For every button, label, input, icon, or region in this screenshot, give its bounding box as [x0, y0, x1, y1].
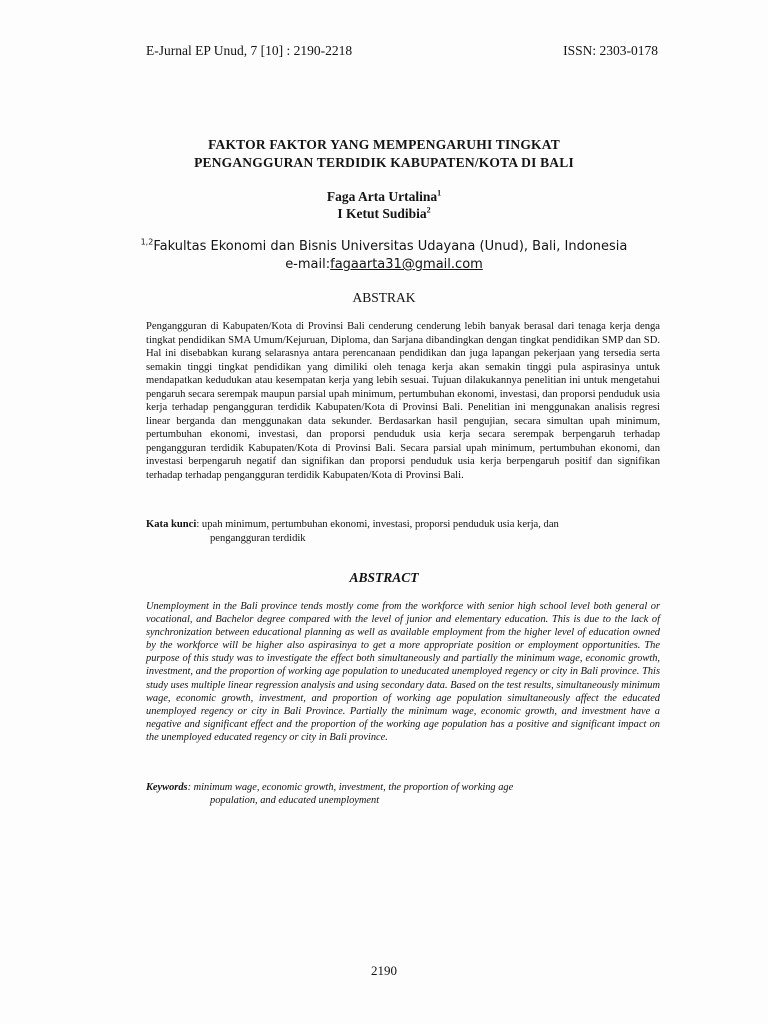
- abstrak-body: Pengangguran di Kabupaten/Kota di Provinsi Bali cenderung cenderung lebih banyak berasal dari tenaga kerja denga tingkat pendidikan SMA Umum/Kejuruan, Diploma, dan Sarjana dibandingkan dengan tingkat pendidikan SMP dan SD. Hal ini disebabkan kurang selarasnya antara perencanaan pendidikan dan juga lapangan pekerjaan yang tersedia serta semakin tinggi tingkat pendidikan yang dimiliki oleh tenaga kerja akan semakin tinggi pula aspirasinya untuk mendapatkan kedudukan atau kesempatan kerja yang lebih sesuai. Tujuan dilakukannya penelitian ini untuk mengetahui pengaruh secara serempak maupun parsial upah minimum, pertumbuhan ekonomi, investasi, dan proporsi penduduk usia kerja terhadap pengangguran terdidik Kabupaten/Kota di Provinsi Bali. Penelitian ini menggunakan analisis regresi linear berganda dan menggunakan data sekunder. Berdasarkan hasil pengujian, secara simultan upah minimum, pertumbuhan ekonomi, investasi, dan proporsi penduduk usia kerja secara serempak berpengaruh terhadap pengangguran terdidik Kabupaten/Kota di Provinsi Bali. Secara parsial upah minimum, pertumbuhan ekonomi, dan investasi berpengaruh negatif dan signifikan dan proporsi penduduk usia kerja berpengaruh positif dan signifikan terhadap terhadap pengangguran terdidik Kabupaten/Kota di Provinsi Bali.: [146, 321, 660, 482]
- abstract-heading: ABSTRACT: [349, 570, 419, 585]
- abstract-keywords-label: Keywords: [146, 782, 188, 793]
- email-line: [0, 257, 768, 272]
- affiliation-sup: 1,2: [140, 237, 154, 247]
- abstract-keywords: [146, 781, 660, 807]
- abstract-body: Unemployment in the Bali province tends mostly come from the workforce with senior high school level both general or vocational, and Bachelor degree compared with the level of junior and elementary education. This is due to the lack of synchronization between educational planning as well as available employment from the higher level of education owned by the workforce will be higher also aspirasinya to get a more appropriate position or employment opportunities. The purpose of this study was to investigate the effect both simultaneously and partially the minimum wage, economic growth, investment, and the proportion of working age population to uneducated unemployed regency or city in Bali province. This study uses multiple linear regression analysis and using secondary data. Based on the test results, simultaneously minimum wage, economic growth, investment, and proportion of working age population simultaneously affect the educated unemployed regency or city in Bali Province. Partially the minimum wage, economic growth, and investment have a negative and significant effect and the proportion of the working age population has a positive and significant impact on the unemployed educated regency or city in Bali province.: [146, 601, 660, 743]
- paper-title-line-2: PENGANGGURAN TERDIDIK KABUPATEN/KOTA DI BALI: [194, 155, 574, 170]
- abstract-keywords-line-1: : minimum wage, economic growth, investment, the proportion of working age: [187, 782, 514, 793]
- abstrak-keywords-label: Kata kunci: [146, 519, 197, 530]
- author-2: [0, 206, 768, 222]
- issn-header: ISSN: 2303-0178: [563, 43, 658, 58]
- abstrak-keywords-line-1: : upah minimum, pertumbuhan ekonomi, investasi, proporsi penduduk usia kerja, dan: [196, 519, 559, 530]
- affiliation-text: Fakultas Ekonomi dan Bisnis Universitas Udayana (Unud), Bali, Indonesia: [153, 239, 628, 254]
- affiliation: [0, 239, 768, 254]
- author-1: [0, 189, 768, 205]
- author-2-name: I Ketut Sudibia: [337, 206, 427, 221]
- author-1-sup: 1: [437, 188, 442, 198]
- abstrak-keywords: [146, 518, 660, 545]
- abstract-keywords-line-2: population, and educated unemployment: [210, 795, 380, 807]
- paper-title-line-1: FAKTOR FAKTOR YANG MEMPENGARUHI TINGKAT: [208, 137, 560, 152]
- abstrak-keywords-line-2: pengangguran terdidik: [210, 532, 306, 544]
- author-2-sup: 2: [426, 205, 431, 215]
- author-1-name: Faga Arta Urtalina: [326, 189, 438, 204]
- journal-header: E-Jurnal EP Unud, 7 [10] : 2190-2218: [146, 43, 353, 58]
- abstrak-heading: ABSTRAK: [352, 290, 416, 305]
- email-link[interactable]: fagaarta31@gmail.com: [330, 257, 483, 272]
- page-number: 2190: [371, 963, 397, 978]
- email-label: e-mail:: [285, 257, 331, 272]
